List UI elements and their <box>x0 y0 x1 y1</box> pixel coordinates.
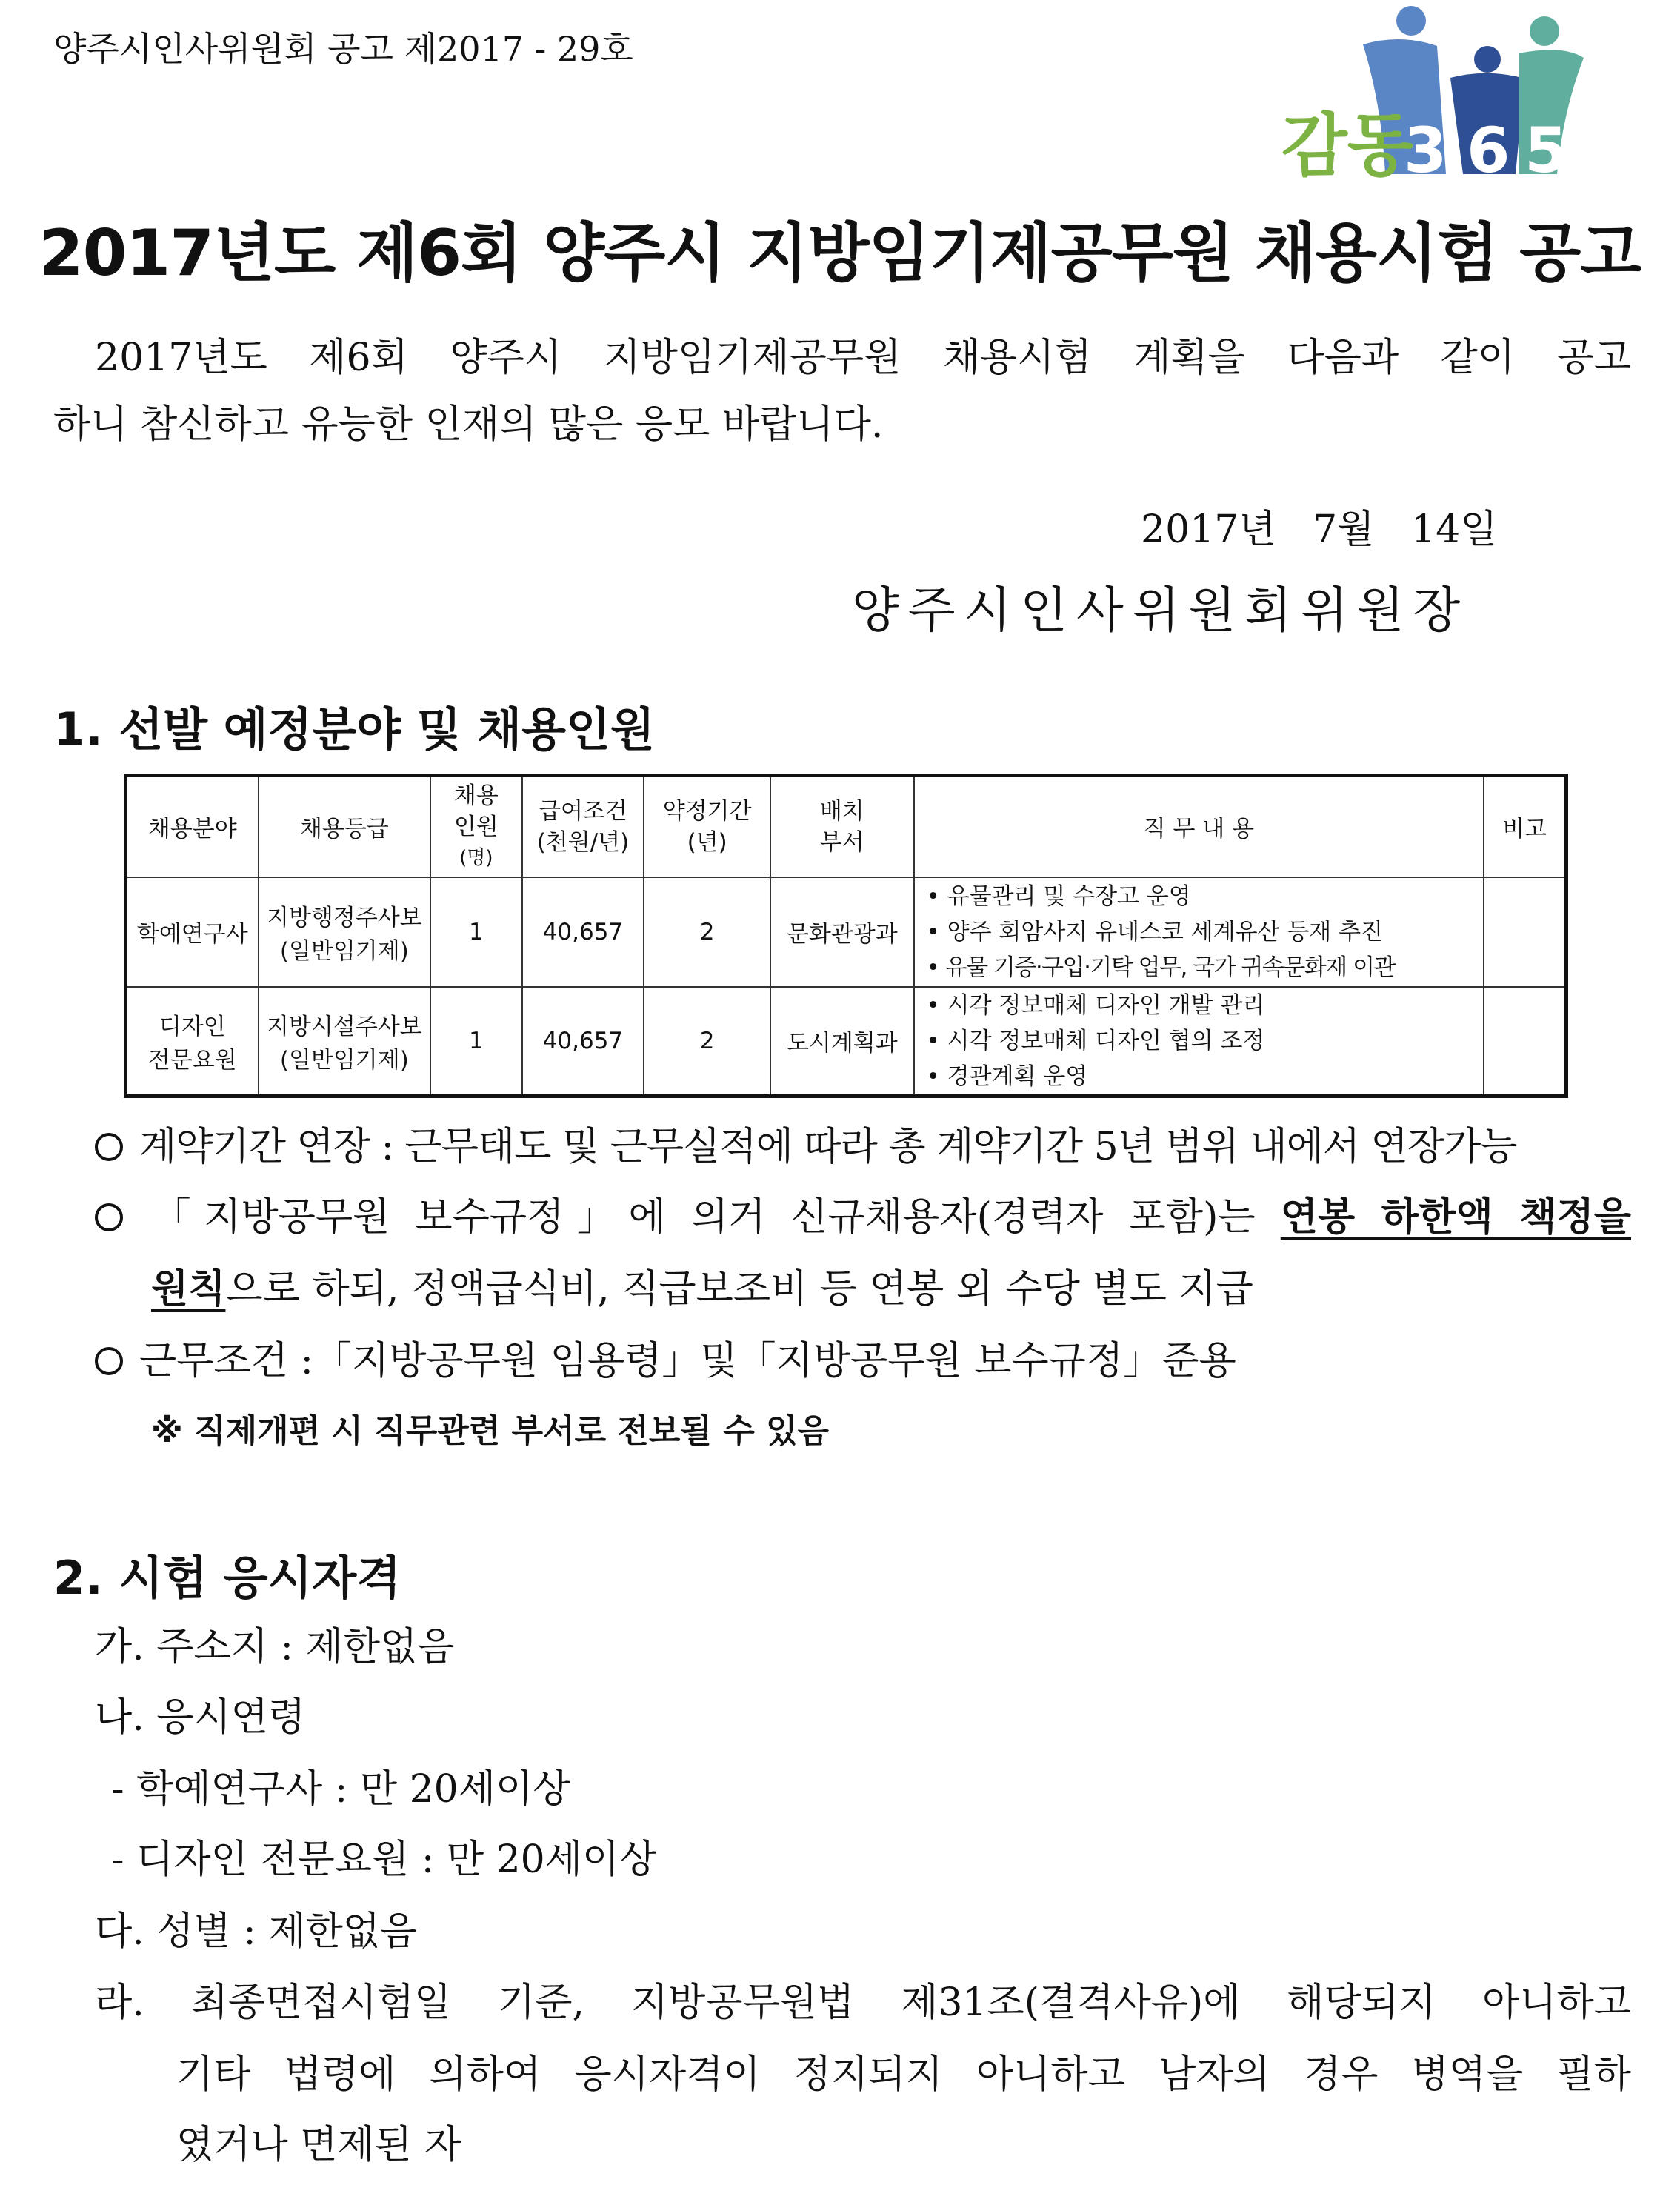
qualification-age-designer: - 디자인 전문요원 : 만 20세이상 <box>111 1838 657 1882</box>
header-field: 채용분야 <box>126 776 259 877</box>
header-count <box>430 776 521 877</box>
section-1-title: 1. 선발 예정분야 및 채용인원 <box>53 702 655 757</box>
circle-bullet-icon <box>95 1347 123 1375</box>
header-count-line3: (명) <box>459 846 493 869</box>
note-salary-rule-cont <box>151 1257 1253 1313</box>
qualification-gender: 다. 성별 : 제한없음 <box>95 1909 418 1954</box>
header-grade: 채용등급 <box>259 776 431 877</box>
cell-field-line1: 디자인 <box>159 1013 226 1040</box>
cell-term: 2 <box>644 987 770 1097</box>
logo-digit-5: 5 <box>1524 114 1568 187</box>
notice-number: 양주시인사위원회 공고 제2017 - 29호 <box>53 29 633 69</box>
duty-item: • 시각 정보매체 디자인 개발 관리 <box>926 991 1265 1019</box>
qualification-address: 가. 주소지 : 제한없음 <box>95 1625 455 1669</box>
cell-remarks <box>1484 987 1566 1097</box>
logo-person-head-mid <box>1474 46 1501 73</box>
cell-field <box>126 987 259 1097</box>
qualification-age-curator: - 학예연구사 : 만 20세이상 <box>111 1767 570 1812</box>
logo-digit-6: 6 <box>1467 114 1510 187</box>
qualification-age: 나. 응시연령 <box>95 1695 306 1740</box>
header-dept-line1: 배치 <box>819 797 864 825</box>
note-2-underline: 연봉 하한액 책정을 <box>1280 1195 1631 1240</box>
cell-salary: 40,657 <box>522 877 644 987</box>
table-header-row <box>126 776 1567 877</box>
duty-item: • 시각 정보매체 디자인 협의 조정 <box>926 1027 1265 1054</box>
header-salary <box>522 776 644 877</box>
cell-duties <box>914 877 1484 987</box>
intro-line-1: 2017년도 제6회 양주시 지방임기제공무원 채용시험 계획을 다음과 같이 공고 <box>95 336 1631 380</box>
qualification-disqualification-line3: 였거나 면제된 자 <box>176 2123 461 2167</box>
header-term-line1: 약정기간 <box>662 797 752 825</box>
cell-grade-line2: (일반임기제) <box>279 1046 409 1074</box>
qualification-disqualification-line1: 라. 최종면접시험일 기준, 지방공무원법 제31조(결격사유)에 해당되지 아니하고 <box>95 1981 1631 2025</box>
header-duties: 직 무 내 용 <box>914 776 1484 877</box>
section-2-title: 2. 시험 응시자격 <box>53 1551 401 1605</box>
note-contract-extension <box>95 1115 1517 1171</box>
duty-item: • 유물 기증·구입·기탁 업무, 국가 귀속문화재 이관 <box>926 954 1395 981</box>
document-title: 2017년도 제6회 양주시 지방임기제공무원 채용시험 공고 <box>39 216 1641 290</box>
table-row <box>126 987 1567 1097</box>
header-dept-line2: 부서 <box>819 828 864 856</box>
cell-remarks <box>1484 877 1566 987</box>
cell-grade <box>259 987 431 1097</box>
cell-salary: 40,657 <box>522 987 644 1097</box>
gamdong-365-logo <box>1252 0 1607 193</box>
duty-item: • 유물관리 및 수장고 운영 <box>926 882 1191 910</box>
note-2-underline-cont: 원칙 <box>151 1267 226 1311</box>
logo-person-head-right <box>1530 16 1559 46</box>
header-term-line2: (년) <box>687 828 727 856</box>
cell-field-line2: 전문요원 <box>147 1046 237 1074</box>
cell-count: 1 <box>430 987 521 1097</box>
cell-count: 1 <box>430 877 521 987</box>
note-reassignment-warning: ※ 직제개편 시 직무관련 부서로 전보될 수 있음 <box>151 1412 830 1450</box>
qualification-disqualification-line2: 기타 법령에 의하여 응시자격이 정지되지 아니하고 남자의 경우 병역을 필하 <box>176 2052 1631 2097</box>
header-remarks: 비고 <box>1484 776 1566 877</box>
duty-item: • 양주 회암사지 유네스코 세계유산 등재 추진 <box>926 918 1383 945</box>
circle-bullet-icon <box>95 1203 123 1231</box>
cell-grade-line2: (일반임기제) <box>279 937 409 965</box>
cell-grade-line1: 지방시설주사보 <box>267 1013 422 1040</box>
duty-item: • 경관계획 운영 <box>926 1063 1088 1090</box>
note-1-text: 계약기간 연장 : 근무태도 및 근무실적에 따라 총 계약기간 5년 범위 내에서 연장가능 <box>139 1125 1517 1169</box>
cell-term: 2 <box>644 877 770 987</box>
cell-grade <box>259 877 431 987</box>
note-working-conditions <box>95 1329 1236 1385</box>
cell-field: 학예연구사 <box>126 877 259 987</box>
header-dept <box>770 776 913 877</box>
issuer: 양주시인사위원회위원장 <box>852 582 1470 639</box>
positions-table <box>124 774 1568 1098</box>
cell-duties <box>914 987 1484 1097</box>
issue-date: 2017년 7월 14일 <box>1141 508 1498 552</box>
logo-text-gamdong: 감동 <box>1281 106 1413 185</box>
header-term <box>644 776 770 877</box>
header-salary-line2: (천원/년) <box>536 828 630 856</box>
note-3-text: 근무조건 :「지방공무원 임용령」및「지방공무원 보수규정」준용 <box>139 1339 1236 1383</box>
note-2-text: 「지방공무원 보수규정」에 의거 신규채용자(경력자 포함)는 <box>139 1195 1281 1240</box>
cell-dept: 문화관광과 <box>770 877 913 987</box>
header-count-line2: 인원 <box>453 813 499 840</box>
cell-grade-line1: 지방행정주사보 <box>267 904 422 931</box>
header-salary-line1: 급여조건 <box>539 797 627 825</box>
intro-line-2: 하니 참신하고 유능한 인재의 많은 응모 바랍니다. <box>53 402 884 447</box>
note-2-text-cont: 으로 하되, 정액급식비, 직급보조비 등 연봉 외 수당 별도 지급 <box>225 1267 1253 1311</box>
table-row <box>126 877 1567 987</box>
header-count-line1: 채용 <box>453 782 499 809</box>
note-salary-rule <box>95 1186 1631 1241</box>
logo-digit-3: 3 <box>1404 114 1447 187</box>
logo-person-head-left <box>1396 6 1426 36</box>
circle-bullet-icon <box>95 1133 123 1161</box>
cell-dept: 도시계획과 <box>770 987 913 1097</box>
